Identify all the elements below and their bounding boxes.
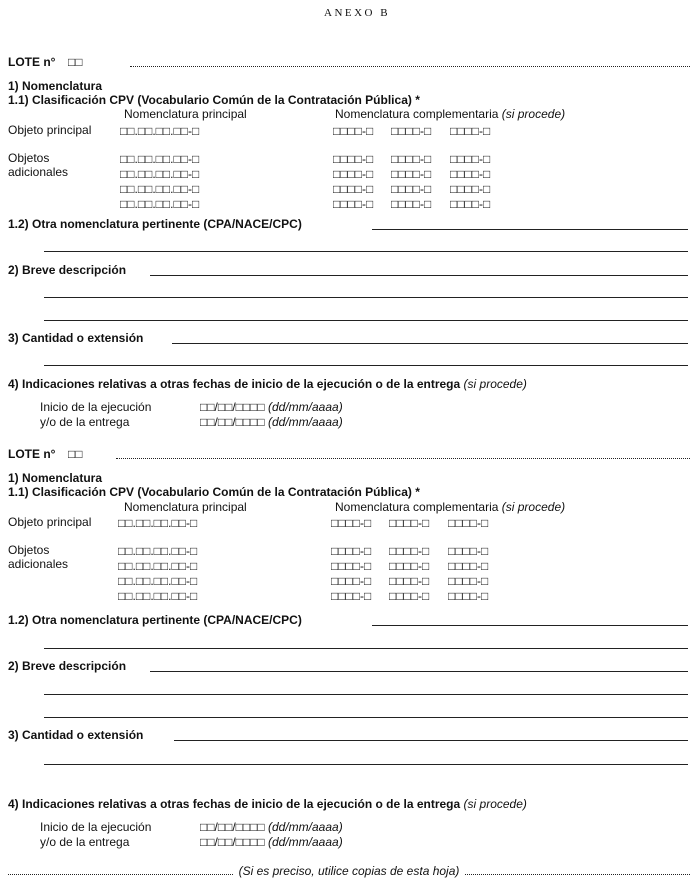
cpv-comp-field[interactable]: □□□□-□ <box>448 574 489 588</box>
cpv-comp-field[interactable]: □□□□-□ <box>450 124 491 138</box>
section-breve-descripcion: 2) Breve descripción <box>8 659 127 673</box>
lote-dotted-line <box>130 66 690 67</box>
objetos-adicionales-label: Objetos <box>8 151 50 165</box>
cpv-main-field[interactable]: □□.□□.□□.□□-□ <box>120 167 200 181</box>
col-main-heading: Nomenclatura principal <box>124 107 247 121</box>
fill-line[interactable] <box>174 740 688 741</box>
fill-line[interactable] <box>150 275 688 276</box>
fill-line[interactable] <box>172 343 688 344</box>
col-main-heading: Nomenclatura principal <box>124 500 247 514</box>
section-breve-descripcion: 2) Breve descripción <box>8 263 127 277</box>
cpv-main-field[interactable]: □□.□□.□□.□□-□ <box>120 182 200 196</box>
cpv-comp-field[interactable]: □□□□-□ <box>391 182 432 196</box>
cpv-comp-field[interactable]: □□□□-□ <box>389 559 430 573</box>
cpv-main-field[interactable]: □□.□□.□□.□□-□ <box>120 152 200 166</box>
fill-line[interactable] <box>44 648 688 649</box>
cpv-main-field[interactable]: □□.□□.□□.□□-□ <box>118 544 198 558</box>
col-comp-note: (si procede) <box>501 107 566 121</box>
cpv-comp-field[interactable]: □□□□-□ <box>450 197 491 211</box>
cpv-comp-field[interactable]: □□□□-□ <box>391 197 432 211</box>
cpv-comp-field[interactable]: □□□□-□ <box>389 574 430 588</box>
section-nomenclatura: 1) Nomenclatura <box>8 79 103 93</box>
cpv-comp-field[interactable]: □□□□-□ <box>450 167 491 181</box>
footer-dotted-line <box>8 874 233 875</box>
section-fechas-note: (si procede) <box>463 797 527 811</box>
document-title: ANEXO B <box>324 7 391 19</box>
cpv-comp-field[interactable]: □□□□-□ <box>391 167 432 181</box>
cpv-comp-field[interactable]: □□□□-□ <box>450 182 491 196</box>
col-comp-label: Nomenclatura complementaria <box>335 107 499 121</box>
fill-line[interactable] <box>44 251 688 252</box>
cpv-comp-field[interactable]: □□□□-□ <box>333 124 374 138</box>
cpv-comp-field[interactable]: □□□□-□ <box>333 167 374 181</box>
fill-line[interactable] <box>44 764 688 765</box>
date-format-hint: (dd/mm/aaaa) <box>268 835 343 849</box>
section-fechas-note: (si procede) <box>463 377 527 391</box>
section-otra-nomenclatura: 1.2) Otra nomenclatura pertinente (CPA/NACE/CPC) <box>8 217 302 231</box>
cpv-comp-field[interactable]: □□□□-□ <box>391 124 432 138</box>
inicio-ejecucion-label: Inicio de la ejecución <box>40 400 152 414</box>
fill-line[interactable] <box>372 229 688 230</box>
fill-line[interactable] <box>150 671 688 672</box>
inicio-date-field[interactable] <box>200 820 343 834</box>
col-comp-note: (si procede) <box>501 500 566 514</box>
fill-line[interactable] <box>44 694 688 695</box>
cpv-comp-field[interactable]: □□□□-□ <box>333 182 374 196</box>
cpv-main-field[interactable]: □□.□□.□□.□□-□ <box>118 574 198 588</box>
footer-note-row <box>8 864 690 878</box>
inicio-ejecucion-label: Inicio de la ejecución <box>40 820 152 834</box>
entrega-label: y/o de la entrega <box>40 415 130 429</box>
cpv-comp-field[interactable]: □□□□-□ <box>448 589 489 603</box>
lote-label: LOTE n° <box>8 55 56 69</box>
col-comp-heading <box>335 107 565 121</box>
cpv-comp-field[interactable]: □□□□-□ <box>331 589 372 603</box>
fill-line[interactable] <box>372 625 688 626</box>
fill-line[interactable] <box>44 297 688 298</box>
objetos-adicionales-label: adicionales <box>8 165 69 179</box>
cpv-comp-field[interactable]: □□□□-□ <box>331 574 372 588</box>
objetos-adicionales-label: adicionales <box>8 557 69 571</box>
inicio-date-field[interactable] <box>200 400 343 414</box>
date-boxes[interactable]: □□/□□/□□□□ <box>200 400 265 414</box>
section-cantidad: 3) Cantidad o extensión <box>8 331 144 345</box>
cpv-main-field[interactable]: □□.□□.□□.□□-□ <box>120 197 200 211</box>
section-fechas-title: 4) Indicaciones relativas a otras fechas de inicio de la ejecución o de la entrega <box>8 797 461 811</box>
date-format-hint: (dd/mm/aaaa) <box>268 820 343 834</box>
fill-line[interactable] <box>44 717 688 718</box>
entrega-date-field[interactable] <box>200 415 343 429</box>
cpv-comp-field[interactable]: □□□□-□ <box>448 559 489 573</box>
section-fechas <box>8 797 527 811</box>
cpv-comp-field[interactable]: □□□□-□ <box>333 197 374 211</box>
cpv-comp-field[interactable]: □□□□-□ <box>450 152 491 166</box>
objeto-principal-label: Objeto principal <box>8 515 92 529</box>
footer-dotted-line <box>465 874 690 875</box>
date-format-hint: (dd/mm/aaaa) <box>268 415 343 429</box>
fill-line[interactable] <box>44 320 688 321</box>
objeto-principal-label: Objeto principal <box>8 123 92 137</box>
cpv-comp-field[interactable]: □□□□-□ <box>391 152 432 166</box>
date-boxes[interactable]: □□/□□/□□□□ <box>200 835 265 849</box>
section-cpv: 1.1) Clasificación CPV (Vocabulario Común de la Contratación Pública) * <box>8 93 420 107</box>
date-format-hint: (dd/mm/aaaa) <box>268 400 343 414</box>
cpv-main-field[interactable]: □□.□□.□□.□□-□ <box>118 559 198 573</box>
section-fechas-title: 4) Indicaciones relativas a otras fechas de inicio de la ejecución o de la entrega <box>8 377 461 391</box>
section-cpv: 1.1) Clasificación CPV (Vocabulario Común de la Contratación Pública) * <box>8 485 420 499</box>
section-cantidad: 3) Cantidad o extensión <box>8 728 144 742</box>
cpv-comp-field[interactable]: □□□□-□ <box>389 544 430 558</box>
lote-number-boxes[interactable]: □□ <box>68 55 83 69</box>
section-nomenclatura: 1) Nomenclatura <box>8 471 103 485</box>
col-comp-label: Nomenclatura complementaria <box>335 500 499 514</box>
entrega-label: y/o de la entrega <box>40 835 130 849</box>
cpv-main-field[interactable]: □□.□□.□□.□□-□ <box>118 516 198 530</box>
fill-line[interactable] <box>44 365 688 366</box>
entrega-date-field[interactable] <box>200 835 343 849</box>
cpv-comp-field[interactable]: □□□□-□ <box>448 516 489 530</box>
lote-number-boxes[interactable]: □□ <box>68 447 83 461</box>
section-otra-nomenclatura: 1.2) Otra nomenclatura pertinente (CPA/NACE/CPC) <box>8 613 302 627</box>
cpv-comp-field[interactable]: □□□□-□ <box>331 544 372 558</box>
section-fechas <box>8 377 527 391</box>
cpv-comp-field[interactable]: □□□□-□ <box>389 589 430 603</box>
col-comp-heading <box>335 500 565 514</box>
date-boxes[interactable]: □□/□□/□□□□ <box>200 820 265 834</box>
cpv-comp-field[interactable]: □□□□-□ <box>331 559 372 573</box>
objetos-adicionales-label: Objetos <box>8 543 50 557</box>
cpv-main-field[interactable]: □□.□□.□□.□□-□ <box>118 589 198 603</box>
date-boxes[interactable]: □□/□□/□□□□ <box>200 415 265 429</box>
cpv-comp-field[interactable]: □□□□-□ <box>448 544 489 558</box>
cpv-comp-field[interactable]: □□□□-□ <box>331 516 372 530</box>
cpv-comp-field[interactable]: □□□□-□ <box>389 516 430 530</box>
lote-label: LOTE n° <box>8 447 56 461</box>
cpv-main-field[interactable]: □□.□□.□□.□□-□ <box>120 124 200 138</box>
cpv-comp-field[interactable]: □□□□-□ <box>333 152 374 166</box>
footer-note: (Si es preciso, utilice copias de esta hoja) <box>238 864 460 878</box>
lote-dotted-line <box>116 458 690 459</box>
